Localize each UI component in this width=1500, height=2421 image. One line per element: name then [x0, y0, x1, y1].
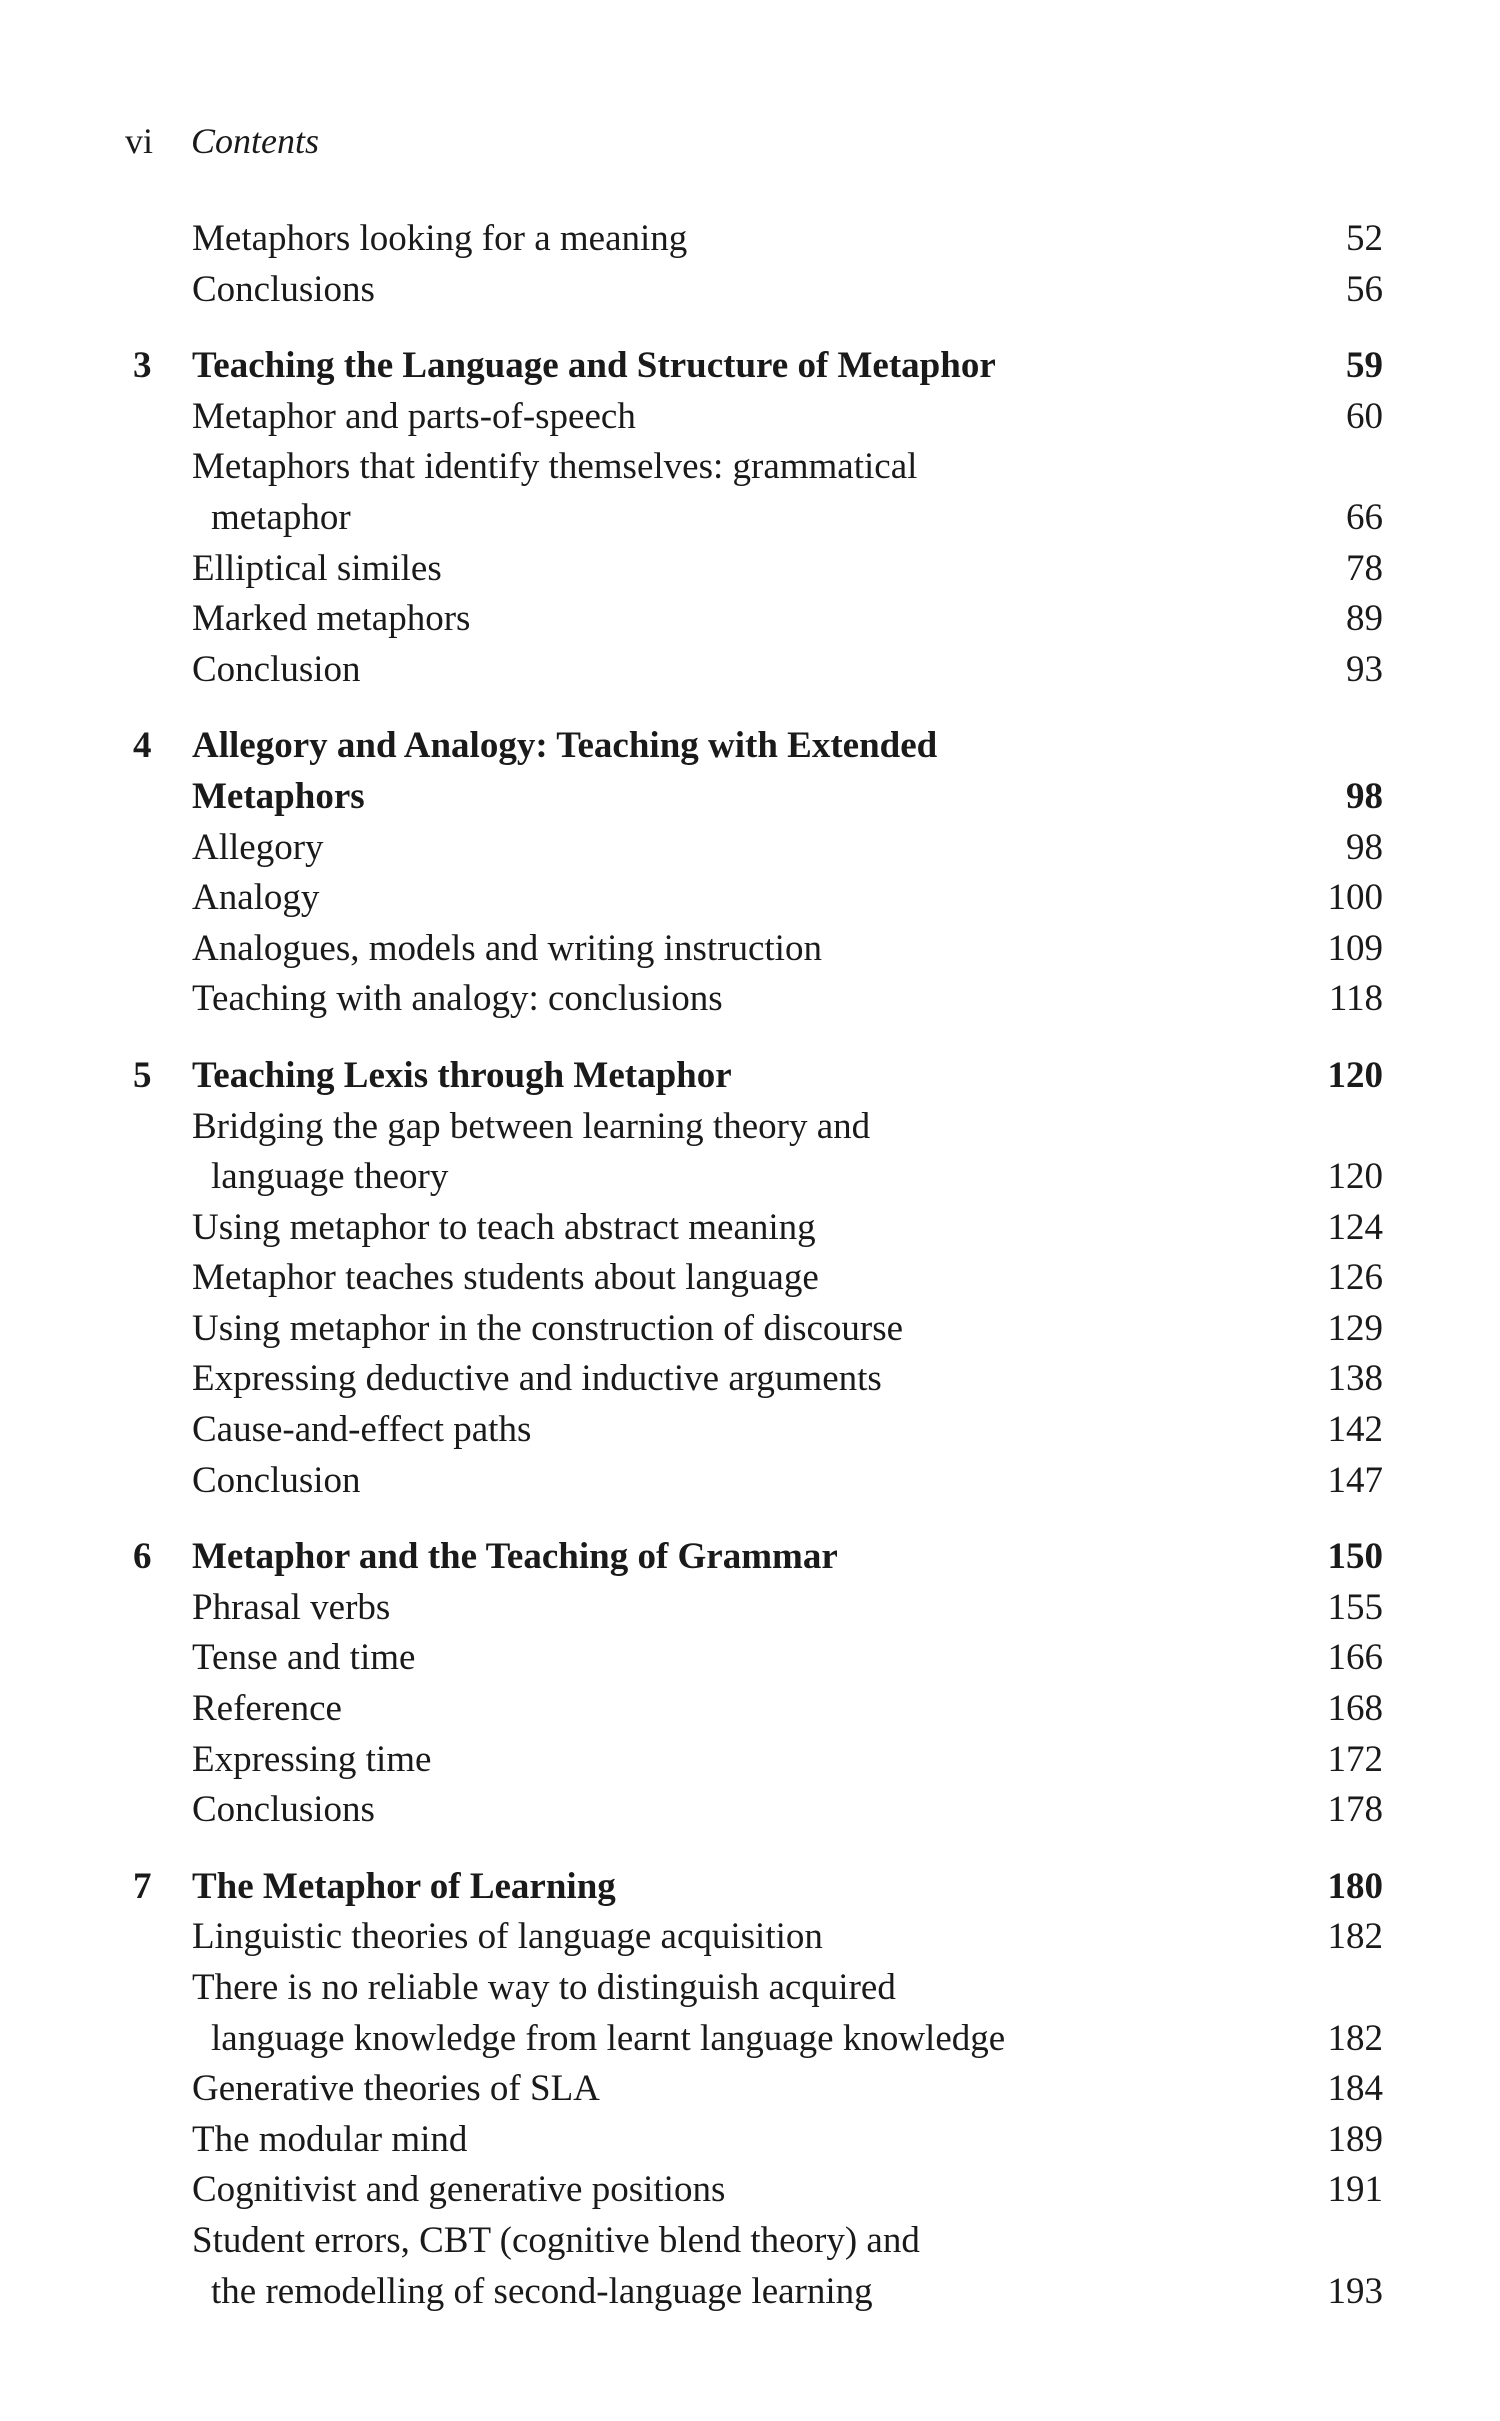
section-title: Allegory	[192, 826, 324, 868]
section-title: Metaphors that identify themselves: grammatical	[192, 446, 918, 488]
section-title: Cause-and-effect paths	[192, 1409, 532, 1451]
page-number: 191	[1327, 2169, 1383, 2211]
page-number: 66	[1346, 496, 1383, 538]
section-row	[125, 1405, 1383, 1456]
section-title: Tense and time	[192, 1637, 416, 1679]
page-number: 193	[1327, 2270, 1383, 2312]
page-number: 98	[1346, 826, 1383, 868]
chapter-title: Teaching the Language and Structure of Metaphor	[192, 345, 996, 387]
section-row	[125, 1633, 1383, 1684]
page-number: 142	[1327, 1409, 1383, 1451]
page-number: 189	[1327, 2118, 1383, 2160]
section-title: Using metaphor to teach abstract meaning	[192, 1206, 816, 1248]
page-number: 150	[1327, 1536, 1383, 1578]
section-row	[125, 1102, 1383, 1153]
section-row	[125, 2165, 1383, 2216]
page-folio: vi	[125, 121, 154, 161]
section-title: Conclusion	[192, 1459, 361, 1501]
page-number: 78	[1346, 547, 1383, 589]
section-row	[125, 873, 1383, 924]
section-title: Using metaphor in the construction of discourse	[192, 1307, 904, 1349]
section-title: Conclusions	[192, 1789, 375, 1831]
section-row	[125, 1203, 1383, 1254]
section-row	[125, 594, 1383, 645]
section-title: Cognitivist and generative positions	[192, 2169, 726, 2211]
chapter-number: 4	[133, 725, 152, 767]
section-title: There is no reliable way to distinguish acquired	[192, 1967, 896, 2008]
page-number: 60	[1346, 395, 1383, 437]
section-title: Generative theories of SLA	[192, 2068, 600, 2110]
section-row	[125, 2115, 1383, 2166]
chapter-number: 7	[133, 1865, 152, 1907]
chapter-group	[125, 1532, 1383, 1836]
chapter-number: 5	[133, 1054, 152, 1096]
section-row	[125, 1354, 1383, 1405]
section-title: Expressing time	[192, 1738, 432, 1780]
chapter-group	[125, 341, 1383, 695]
section-title: Conclusion	[192, 648, 361, 690]
chapter-number: 6	[133, 1536, 152, 1578]
page-number: 93	[1346, 648, 1383, 690]
page-number: 178	[1327, 1789, 1383, 1831]
chapter-title: Metaphor and the Teaching of Grammar	[192, 1536, 838, 1578]
chapter-row	[125, 721, 1383, 772]
section-title: Teaching with analogy: conclusions	[192, 978, 723, 1020]
section-row	[125, 1456, 1383, 1507]
section-row	[125, 392, 1383, 443]
section-title: Linguistic theories of language acquisition	[192, 1916, 823, 1958]
section-title: Elliptical similes	[192, 547, 442, 589]
section-title: The modular mind	[192, 2118, 468, 2160]
page-number: 184	[1327, 2068, 1383, 2110]
page-number: 172	[1327, 1738, 1383, 1780]
page-number: 120	[1327, 1156, 1383, 1198]
page-number: 168	[1327, 1688, 1383, 1730]
section-title: Student errors, CBT (cognitive blend theory) and	[192, 2219, 920, 2261]
section-title: metaphor	[211, 496, 351, 538]
section-row	[125, 1684, 1383, 1735]
running-header	[125, 116, 319, 166]
page-number: 89	[1346, 598, 1383, 640]
page-number: 100	[1327, 877, 1383, 919]
section-title: Expressing deductive and inductive arguments	[192, 1358, 882, 1400]
section-row	[125, 1963, 1383, 2014]
section-title: Reference	[192, 1688, 342, 1730]
section-title: Analogues, models and writing instruction	[192, 927, 822, 969]
section-title: Metaphor and parts-of-speech	[192, 395, 636, 437]
page-number: 126	[1327, 1257, 1383, 1299]
chapter-group	[125, 721, 1383, 1025]
page-number: 182	[1327, 1916, 1383, 1958]
page-number: 166	[1327, 1637, 1383, 1679]
section-row	[125, 1785, 1383, 1836]
section-title: Metaphor teaches students about language	[192, 1257, 819, 1299]
section-row	[125, 1583, 1383, 1634]
section-row	[125, 1253, 1383, 1304]
section-title: language knowledge from learnt language knowledge	[211, 2017, 1006, 2059]
section-row	[125, 1912, 1383, 1963]
section-row	[125, 442, 1383, 493]
page-number: 182	[1327, 2017, 1383, 2059]
chapter-group	[125, 214, 1383, 315]
section-row	[125, 924, 1383, 975]
page-number: 180	[1327, 1865, 1383, 1907]
page-number: 109	[1327, 927, 1383, 969]
section-title: Phrasal verbs	[192, 1586, 391, 1628]
section-row	[125, 2267, 1383, 2318]
section-row	[125, 823, 1383, 874]
page-number: 56	[1346, 268, 1383, 310]
chapter-title: Allegory and Analogy: Teaching with Extended	[192, 725, 938, 767]
page-number: 52	[1346, 218, 1383, 259]
section-row	[125, 2064, 1383, 2115]
page-number: 138	[1327, 1358, 1383, 1400]
running-title: Contents	[191, 121, 320, 161]
page-number: 147	[1327, 1459, 1383, 1501]
section-title: Analogy	[192, 877, 320, 919]
page-number: 155	[1327, 1586, 1383, 1628]
section-title: Bridging the gap between learning theory and	[192, 1105, 871, 1147]
chapter-row	[125, 772, 1383, 823]
chapter-row	[125, 341, 1383, 392]
section-row	[125, 265, 1383, 316]
chapter-title: The Metaphor of Learning	[192, 1865, 616, 1907]
section-title: Marked metaphors	[192, 598, 471, 640]
section-row	[125, 493, 1383, 544]
chapter-group	[125, 1051, 1383, 1506]
chapter-row	[125, 1532, 1383, 1583]
page-number: 98	[1346, 775, 1383, 817]
section-title: the remodelling of second-language learning	[211, 2270, 873, 2312]
chapter-row	[125, 1051, 1383, 1102]
section-row	[125, 645, 1383, 696]
section-row	[125, 1735, 1383, 1786]
section-title: Metaphors looking for a meaning	[192, 218, 688, 259]
page-number: 59	[1346, 345, 1383, 387]
section-row	[125, 1304, 1383, 1355]
page-number: 129	[1327, 1307, 1383, 1349]
section-title: language theory	[211, 1156, 449, 1198]
section-row	[125, 1152, 1383, 1203]
section-row	[125, 544, 1383, 595]
page-number: 124	[1327, 1206, 1383, 1248]
chapter-title: Metaphors	[192, 775, 365, 817]
page-number: 120	[1327, 1054, 1383, 1096]
chapter-number: 3	[133, 345, 152, 387]
section-row	[125, 214, 1383, 265]
chapter-group	[125, 1862, 1383, 2317]
table-of-contents	[125, 214, 1383, 2343]
chapter-title: Teaching Lexis through Metaphor	[192, 1054, 732, 1096]
section-row	[125, 2216, 1383, 2267]
chapter-row	[125, 1862, 1383, 1913]
section-title: Conclusions	[192, 268, 375, 310]
page-number: 118	[1328, 978, 1383, 1020]
section-row	[125, 974, 1383, 1025]
section-row	[125, 2014, 1383, 2065]
